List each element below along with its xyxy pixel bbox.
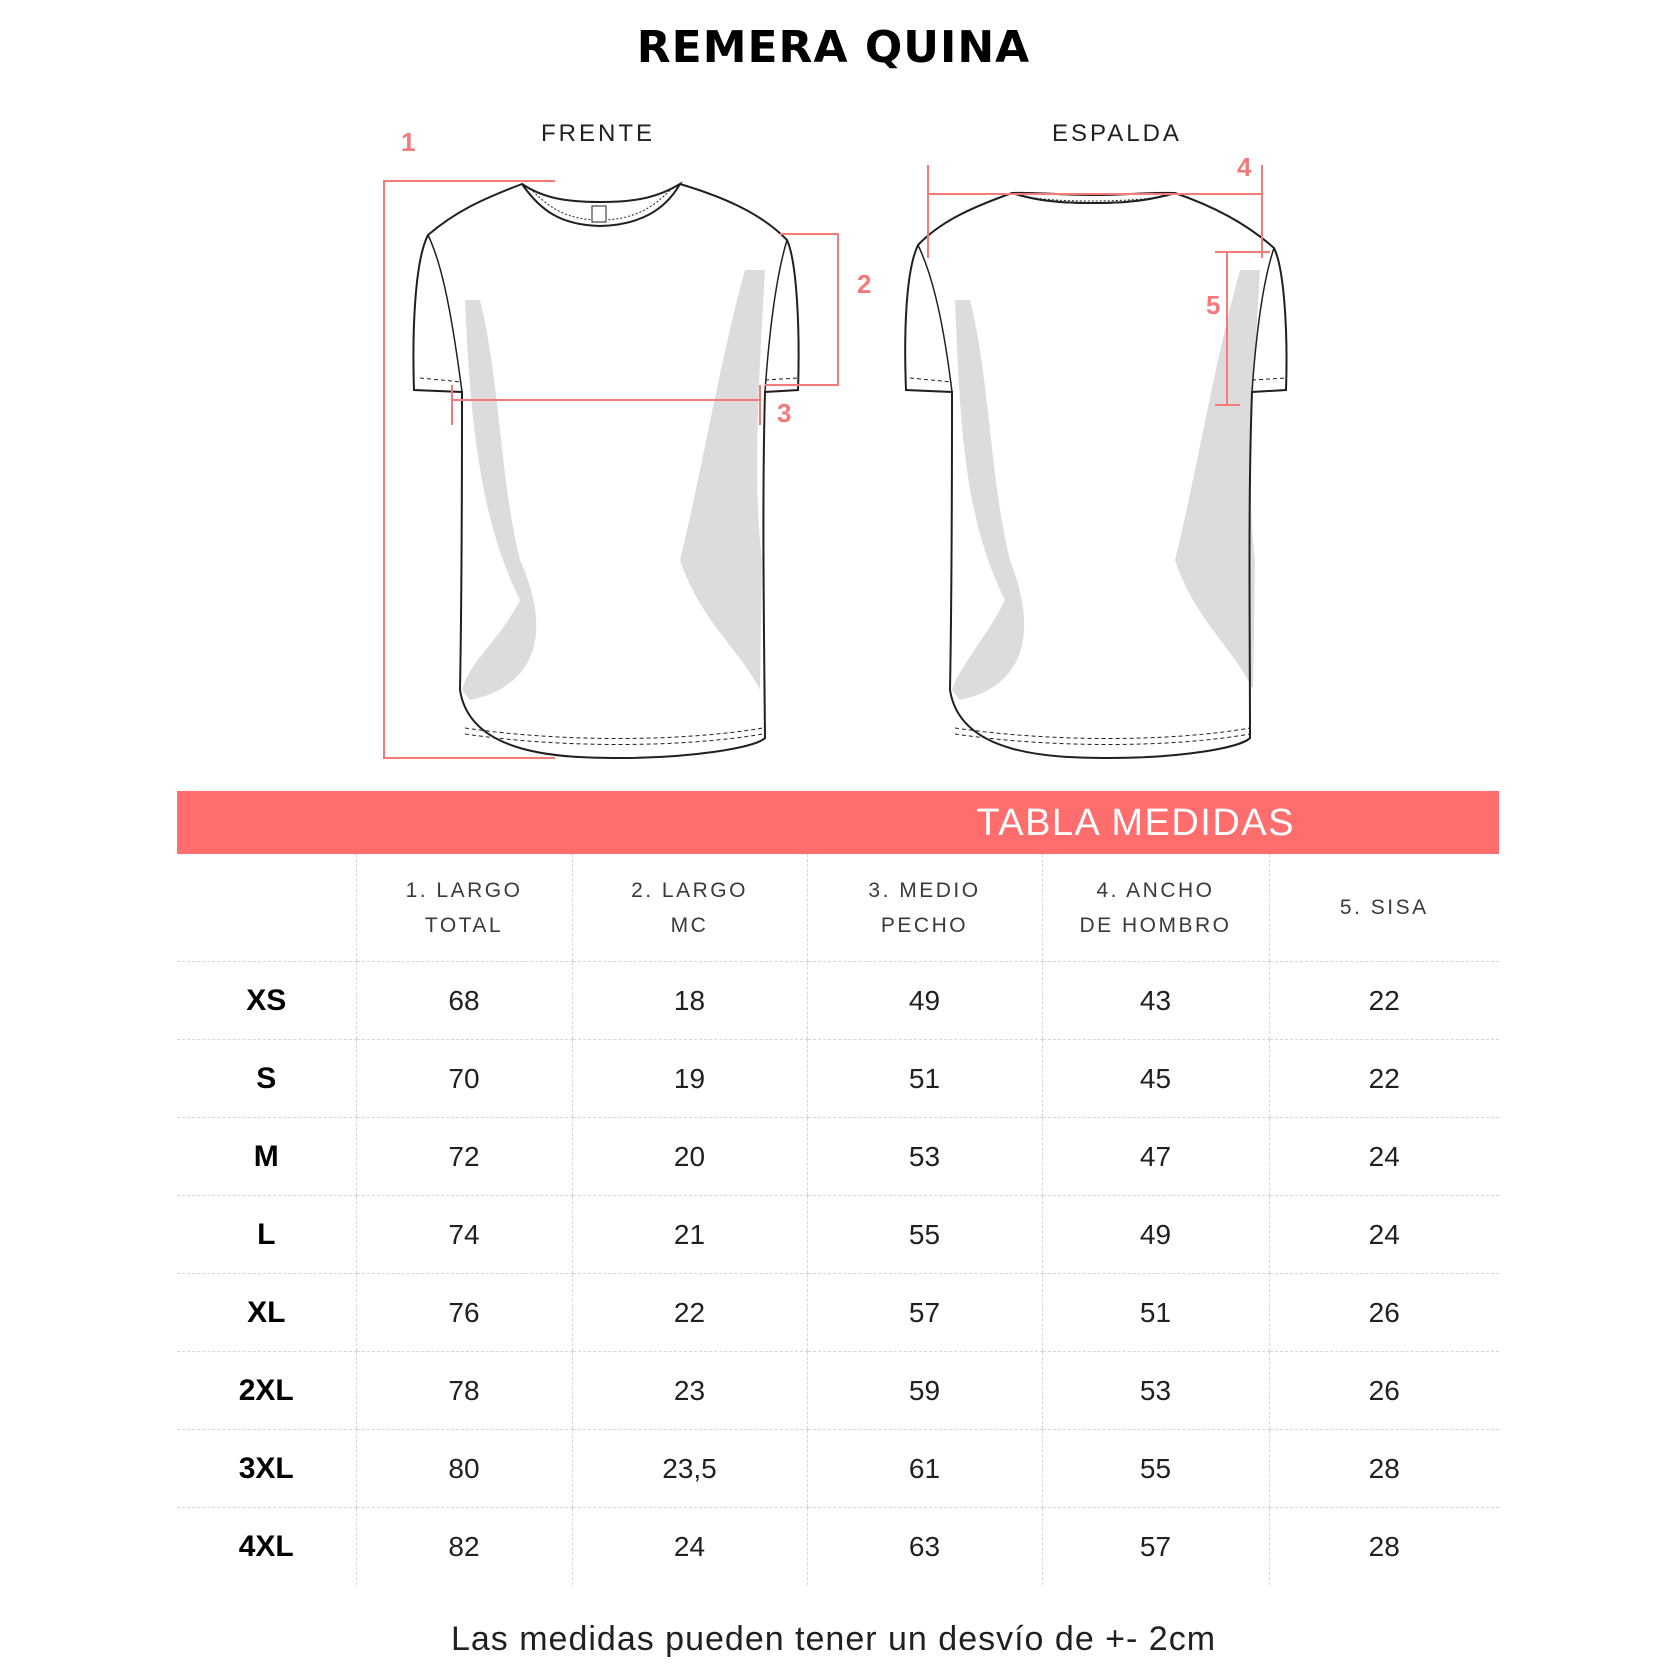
table-cell: 26 (1269, 1274, 1499, 1352)
table-cell: 80 (356, 1430, 572, 1508)
table-cell: 57 (1042, 1508, 1269, 1586)
table-cell: 23,5 (572, 1430, 807, 1508)
table-cell: 28 (1269, 1430, 1499, 1508)
table-cell: 43 (1042, 962, 1269, 1040)
table-cell: 23 (572, 1352, 807, 1430)
size-label: L (177, 1196, 356, 1274)
footer-note: Las medidas pueden tener un desvío de +- 2cm (450, 1620, 1217, 1658)
size-label: M (177, 1118, 356, 1196)
measure-line-4 (928, 165, 1262, 258)
table-row (177, 1040, 1499, 1118)
table-cell: 68 (356, 962, 572, 1040)
table-cell: 22 (1269, 1040, 1499, 1118)
size-label: XL (177, 1274, 356, 1352)
table-row (177, 962, 1499, 1040)
table-cell: 70 (356, 1040, 572, 1118)
table-banner (177, 791, 1499, 854)
table-cell: 55 (807, 1196, 1042, 1274)
table-cell: 21 (572, 1196, 807, 1274)
header-largo-mc: 2. LARGO MC (572, 854, 807, 962)
table-cell: 22 (1269, 962, 1499, 1040)
front-fold-shading-right (680, 270, 765, 690)
table-cell: 51 (1042, 1274, 1269, 1352)
front-fold-shading (462, 300, 536, 700)
table-row (177, 1352, 1499, 1430)
size-label: S (177, 1040, 356, 1118)
size-table (177, 854, 1499, 1585)
table-cell: 22 (572, 1274, 807, 1352)
table-row (177, 1118, 1499, 1196)
measure-line-1 (384, 181, 555, 758)
page-title: REMERA QUINA (636, 22, 1031, 73)
table-cell: 45 (1042, 1040, 1269, 1118)
table-cell: 26 (1269, 1352, 1499, 1430)
back-view-label: ESPALDA (1052, 120, 1182, 147)
table-cell: 18 (572, 962, 807, 1040)
table-row (177, 1196, 1499, 1274)
table-header-row (177, 854, 1499, 962)
table-cell: 57 (807, 1274, 1042, 1352)
table-cell: 82 (356, 1508, 572, 1586)
back-fold-shading (952, 300, 1024, 700)
table-cell: 49 (807, 962, 1042, 1040)
size-label: XS (177, 962, 356, 1040)
table-cell: 61 (807, 1430, 1042, 1508)
table-cell: 53 (807, 1118, 1042, 1196)
back-tshirt-illustration (905, 193, 1286, 758)
table-row (177, 1430, 1499, 1508)
table-cell: 19 (572, 1040, 807, 1118)
measure-number-3: 3 (777, 398, 792, 428)
table-cell: 59 (807, 1352, 1042, 1430)
table-cell: 55 (1042, 1430, 1269, 1508)
header-medio-pecho: 3. MEDIO PECHO (807, 854, 1042, 962)
table-cell: 49 (1042, 1196, 1269, 1274)
front-view-label: FRENTE (541, 120, 655, 147)
table-cell: 47 (1042, 1118, 1269, 1196)
front-label-tag (592, 206, 606, 222)
table-title: TABLA MEDIDAS (976, 802, 1295, 844)
table-cell: 28 (1269, 1508, 1499, 1586)
size-label: 3XL (177, 1430, 356, 1508)
header-size (177, 854, 356, 962)
measure-number-1: 1 (401, 127, 416, 157)
measure-number-4: 4 (1237, 152, 1252, 182)
header-ancho-hombro: 4. ANCHO DE HOMBRO (1042, 854, 1269, 962)
header-sisa: 5. SISA (1269, 854, 1499, 962)
table-cell: 53 (1042, 1352, 1269, 1430)
table-cell: 24 (1269, 1118, 1499, 1196)
table-cell: 76 (356, 1274, 572, 1352)
size-label: 4XL (238, 1529, 294, 1563)
table-cell: 78 (356, 1352, 572, 1430)
table-cell: 63 (807, 1508, 1042, 1586)
measure-line-2 (765, 234, 838, 385)
tshirt-measurement-diagram (0, 0, 1667, 790)
size-label: 2XL (177, 1352, 356, 1430)
measure-number-2: 2 (857, 269, 872, 299)
table-cell: 24 (572, 1508, 807, 1586)
measure-number-5: 5 (1206, 290, 1221, 320)
header-largo-total: 1. LARGO TOTAL (356, 854, 572, 962)
table-cell: 74 (356, 1196, 572, 1274)
table-cell: 24 (1269, 1196, 1499, 1274)
table-row (177, 1508, 1499, 1586)
table-cell: 20 (572, 1118, 807, 1196)
table-row (177, 1274, 1499, 1352)
table-cell: 51 (807, 1040, 1042, 1118)
front-tshirt-illustration (413, 184, 798, 758)
back-fold-shading-right (1175, 270, 1260, 690)
table-cell: 72 (356, 1118, 572, 1196)
